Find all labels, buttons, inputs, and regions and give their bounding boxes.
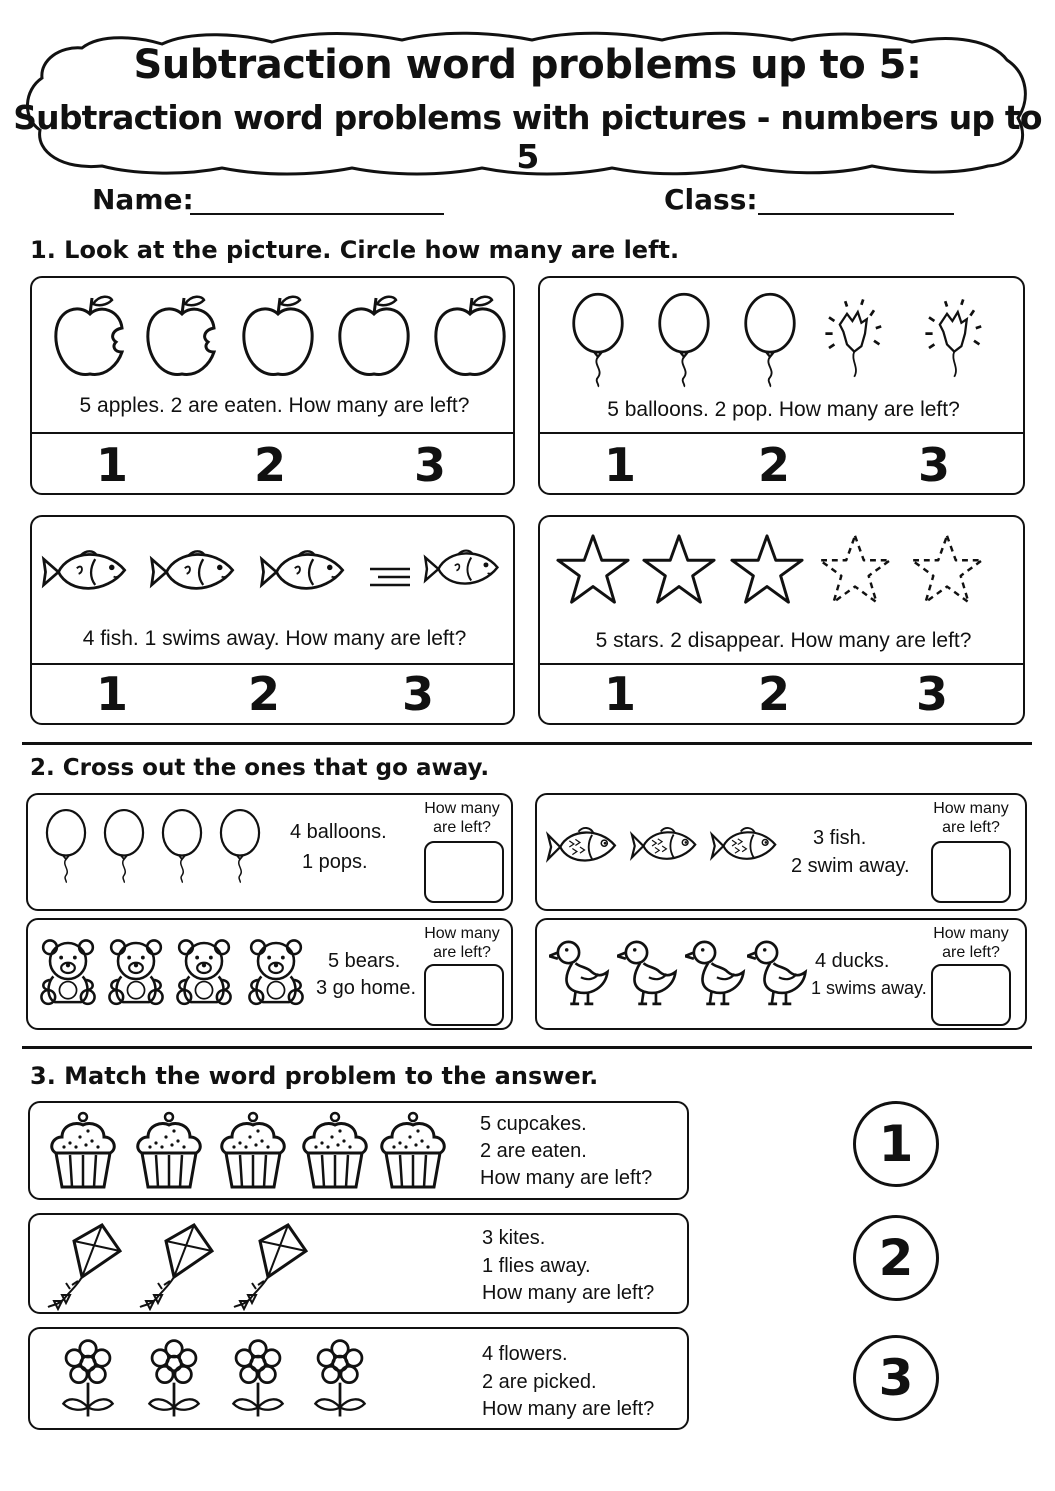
answer-box[interactable] [424,841,504,903]
answer-box[interactable] [424,964,504,1026]
crossout-card-bears [26,918,513,1030]
apple-icon [238,292,318,382]
problem-line3: How many are left? [482,1398,655,1420]
popped-balloon-icon [920,292,992,386]
fish-icon [148,543,240,601]
duck-icon[interactable] [549,934,611,1010]
problem-line2: 2 swim away. [791,855,910,877]
kite-icon [44,1221,124,1311]
section3-heading: 3. Match the word problem to the answer. [30,1062,599,1090]
section2-heading: 2. Cross out the ones that go away. [30,755,490,781]
cupcake-icon [300,1111,370,1191]
how-many-label: How many are left? [424,800,500,836]
choice-3[interactable]: 3 [413,438,446,492]
crossout-card-balloons [26,793,513,911]
cupcake-icon [134,1111,204,1191]
duck-icon[interactable] [685,934,747,1010]
problem-line2: 1 pops. [302,851,368,873]
choice-2[interactable]: 2 [253,438,286,492]
balloon-icon[interactable] [44,803,88,889]
problem-text: 5 apples. 2 are eaten. How many are left? [79,394,470,417]
balloon-icon[interactable] [218,803,262,889]
choice-2[interactable]: 2 [247,667,280,721]
section-divider [22,742,1032,745]
balloon-icon [656,290,712,390]
match-card-cupcakes[interactable] [28,1101,689,1200]
problem-text: 5 balloons. 2 pop. How many are left? [607,398,960,421]
answer-box[interactable] [931,841,1011,903]
dashed-star-icon [816,531,894,607]
balloon-icon[interactable] [102,803,146,889]
answer-circle-1[interactable]: 1 [853,1101,939,1187]
cupcake-icon [378,1111,448,1191]
problem-card-balloons [538,276,1025,495]
how-many-label: How many are left? [933,925,1009,961]
fish-icon [258,543,350,601]
problem-line1: 3 fish. [813,827,867,849]
page-title: Subtraction word problems up to 5: [133,42,922,88]
name-label: Name: [92,183,194,216]
problem-line1: 5 bears. [328,950,401,972]
fish-icon [40,543,132,601]
match-card-flowers[interactable] [28,1327,689,1430]
cupcake-icon [218,1111,288,1191]
bear-icon[interactable] [38,934,98,1012]
name-line[interactable] [190,213,444,215]
problem-line3: How many are left? [482,1282,655,1304]
answer-circle-2[interactable]: 2 [853,1215,939,1301]
duck-icon[interactable] [617,934,679,1010]
problem-line2: 2 are picked. [482,1371,597,1393]
cupcake-icon [48,1111,118,1191]
problem-line1: 4 flowers. [482,1343,568,1365]
problem-line1: 4 balloons. [290,821,387,843]
problem-line2: 3 go home. [316,977,417,999]
apple-icon [142,292,222,382]
class-label: Class: [664,183,758,216]
answer-circle-3[interactable]: 3 [853,1335,939,1421]
choice-3[interactable]: 3 [401,667,434,721]
choice-1[interactable]: 1 [95,438,128,492]
problem-line2: 1 flies away. [482,1255,591,1277]
choice-2[interactable]: 2 [757,438,790,492]
page-subtitle: Subtraction word problems with pictures - numbers up to 5 [13,98,1042,176]
fish-icon[interactable] [545,819,621,875]
how-many-label: How many are left? [424,925,500,961]
problem-line3: How many are left? [480,1167,653,1189]
choice-2[interactable]: 2 [757,667,790,721]
bear-icon[interactable] [246,934,306,1012]
problem-text: 4 fish. 1 swims away. How many are left? [82,627,467,650]
dashed-star-icon [908,531,986,607]
fish-icon[interactable] [709,819,781,873]
balloon-icon[interactable] [160,803,204,889]
apple-icon [334,292,414,382]
choice-3[interactable]: 3 [917,438,950,492]
problem-line1: 5 cupcakes. [480,1113,587,1135]
choice-3[interactable]: 3 [915,667,948,721]
balloon-icon [742,290,798,390]
problem-card-stars [538,515,1025,725]
answer-box[interactable] [931,964,1011,1026]
choice-1[interactable]: 1 [95,667,128,721]
bear-icon[interactable] [174,934,234,1012]
problem-line2: 2 are eaten. [480,1140,587,1162]
kite-icon [230,1221,310,1311]
apple-icon [430,292,510,382]
choice-1[interactable]: 1 [603,438,636,492]
motion-lines-icon [366,565,414,589]
choice-1[interactable]: 1 [603,667,636,721]
popped-balloon-icon [820,292,892,386]
crossout-card-ducks [535,918,1027,1030]
match-card-kites[interactable] [28,1213,689,1314]
duck-icon[interactable] [747,934,809,1010]
star-icon [728,531,806,607]
flower-icon [308,1337,372,1421]
balloon-icon [570,290,626,390]
star-icon [554,531,632,607]
kite-icon [136,1221,216,1311]
class-line[interactable] [758,213,954,215]
section-divider [22,1046,1032,1049]
apple-icon [50,292,130,382]
fish-icon [422,541,504,597]
fish-icon[interactable] [629,819,701,873]
section1-heading: 1. Look at the picture. Circle how many are left. [30,236,680,264]
flower-icon [56,1337,120,1421]
star-icon [640,531,718,607]
flower-icon [142,1337,206,1421]
flower-icon [226,1337,290,1421]
problem-line1: 4 ducks. [815,950,890,972]
problem-card-fish [30,515,515,725]
crossout-card-fish [535,793,1027,911]
problem-card-apples [30,276,515,495]
problem-line2: 1 swims away. [811,978,927,998]
problem-line1: 3 kites. [482,1227,546,1249]
bear-icon[interactable] [106,934,166,1012]
how-many-label: How many are left? [933,800,1009,836]
problem-text: 5 stars. 2 disappear. How many are left? [595,629,972,652]
